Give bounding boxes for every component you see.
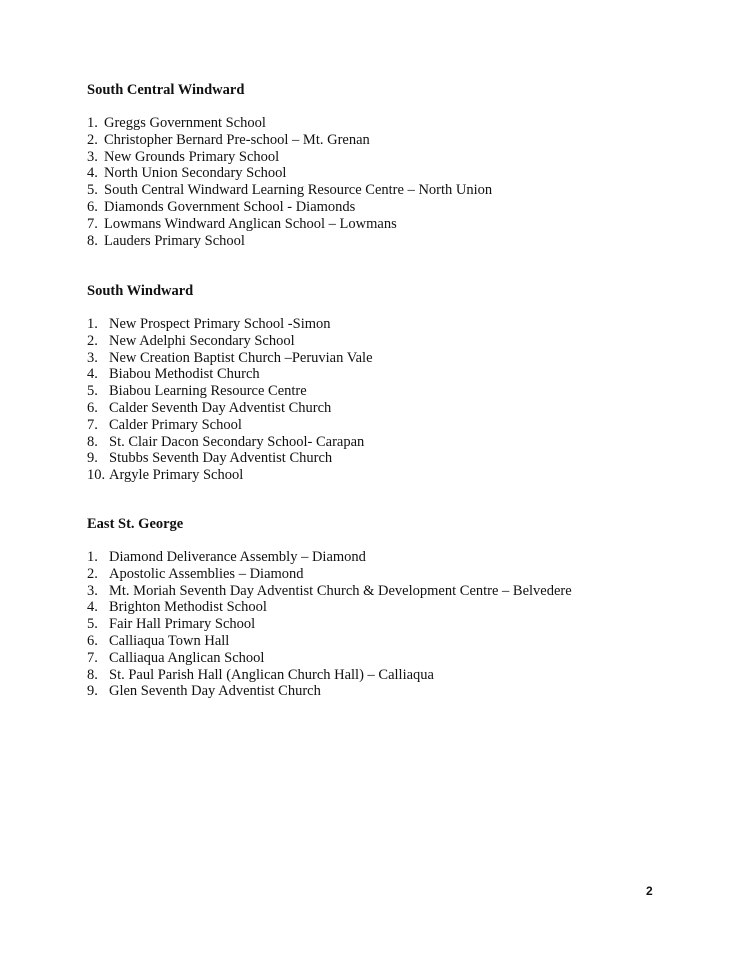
item-number: 4. [87, 366, 98, 383]
section-south-windward [87, 283, 707, 484]
item-text: New Prospect Primary School -Simon [109, 316, 331, 332]
item-text: Apostolic Assemblies – Diamond [109, 565, 304, 582]
item-text: Glen Seventh Day Adventist Church [109, 683, 321, 700]
item-text: Mt. Moriah Seventh Day Adventist Church & Development Centre – Belvedere [109, 582, 572, 599]
section-heading: South Central Windward [87, 82, 245, 98]
item-number: 2. [87, 131, 98, 148]
item-number: 1. [87, 115, 98, 131]
item-text: New Grounds Primary School [104, 148, 280, 165]
list-item [87, 683, 707, 700]
item-text: St. Paul Parish Hall (Anglican Church Hall) – Calliaqua [109, 666, 434, 683]
list-item [87, 233, 707, 250]
item-number: 1. [87, 316, 98, 332]
item-text: Lowmans Windward Anglican School – Lowmans [104, 215, 397, 232]
item-text: New Creation Baptist Church –Peruvian Vale [109, 349, 373, 366]
item-text: Christopher Bernard Pre-school – Mt. Grenan [104, 131, 370, 148]
item-number: 5. [87, 182, 98, 199]
item-number: 6. [87, 198, 98, 215]
item-text: Argyle Primary School [109, 467, 244, 484]
list-item [87, 165, 707, 182]
item-number: 4. [87, 599, 98, 616]
list-item [87, 383, 707, 400]
section-south-central-windward [87, 82, 707, 249]
item-number: 9. [87, 450, 98, 467]
item-text: Brighton Methodist School [109, 599, 267, 616]
page-number: 2 [646, 884, 653, 898]
item-number: 3. [87, 582, 98, 599]
list-item [87, 633, 707, 650]
item-number: 3. [87, 148, 98, 165]
item-text: South Central Windward Learning Resource Centre – North Union [104, 182, 493, 199]
list-item [87, 434, 707, 451]
item-number: 3. [87, 349, 98, 366]
item-text: St. Clair Dacon Secondary School- Carapan [109, 433, 365, 450]
item-number: 6. [87, 632, 98, 649]
item-number: 10. [87, 467, 106, 484]
item-text: New Adelphi Secondary School [109, 332, 295, 349]
location-list [87, 115, 707, 249]
list-item [87, 316, 707, 333]
item-text: Greggs Government School [104, 115, 266, 131]
list-item [87, 350, 707, 367]
item-number: 7. [87, 215, 98, 232]
list-item [87, 616, 707, 633]
list-item [87, 115, 707, 132]
section-heading: South Windward [87, 283, 194, 299]
list-item [87, 450, 707, 467]
list-item [87, 182, 707, 199]
list-item [87, 366, 707, 383]
list-item [87, 650, 707, 667]
list-item [87, 566, 707, 583]
item-number: 4. [87, 165, 98, 182]
item-text: Calder Primary School [109, 416, 242, 433]
item-text: Calder Seventh Day Adventist Church [109, 399, 332, 416]
item-text: Calliaqua Town Hall [109, 632, 230, 649]
section-heading: East St. George [87, 516, 184, 532]
item-number: 2. [87, 565, 98, 582]
item-text: Biabou Learning Resource Centre [109, 383, 307, 400]
list-item [87, 132, 707, 149]
list-item [87, 583, 707, 600]
item-text: Diamond Deliverance Assembly – Diamond [109, 549, 366, 565]
item-number: 8. [87, 433, 98, 450]
list-item [87, 599, 707, 616]
item-number: 9. [87, 683, 98, 700]
item-number: 7. [87, 416, 98, 433]
item-text: North Union Secondary School [104, 165, 287, 182]
location-list [87, 316, 707, 484]
list-item [87, 549, 707, 566]
item-number: 7. [87, 649, 98, 666]
item-number: 2. [87, 332, 98, 349]
location-list [87, 549, 707, 700]
item-text: Diamonds Government School - Diamonds [104, 198, 356, 215]
item-number: 5. [87, 616, 98, 633]
list-item [87, 199, 707, 216]
item-number: 8. [87, 232, 98, 249]
item-number: 8. [87, 666, 98, 683]
item-number: 5. [87, 383, 98, 400]
item-number: 6. [87, 399, 98, 416]
list-item [87, 417, 707, 434]
list-item [87, 216, 707, 233]
item-text: Calliaqua Anglican School [109, 649, 265, 666]
item-text: Lauders Primary School [104, 232, 245, 249]
list-item [87, 333, 707, 350]
list-item [87, 149, 707, 166]
item-text: Fair Hall Primary School [109, 616, 256, 633]
list-item [87, 400, 707, 417]
list-item [87, 667, 707, 684]
item-text: Biabou Methodist Church [109, 366, 260, 383]
item-text: Stubbs Seventh Day Adventist Church [109, 450, 333, 467]
section-east-st-george [87, 516, 707, 700]
item-number: 1. [87, 549, 98, 565]
list-item [87, 467, 707, 484]
